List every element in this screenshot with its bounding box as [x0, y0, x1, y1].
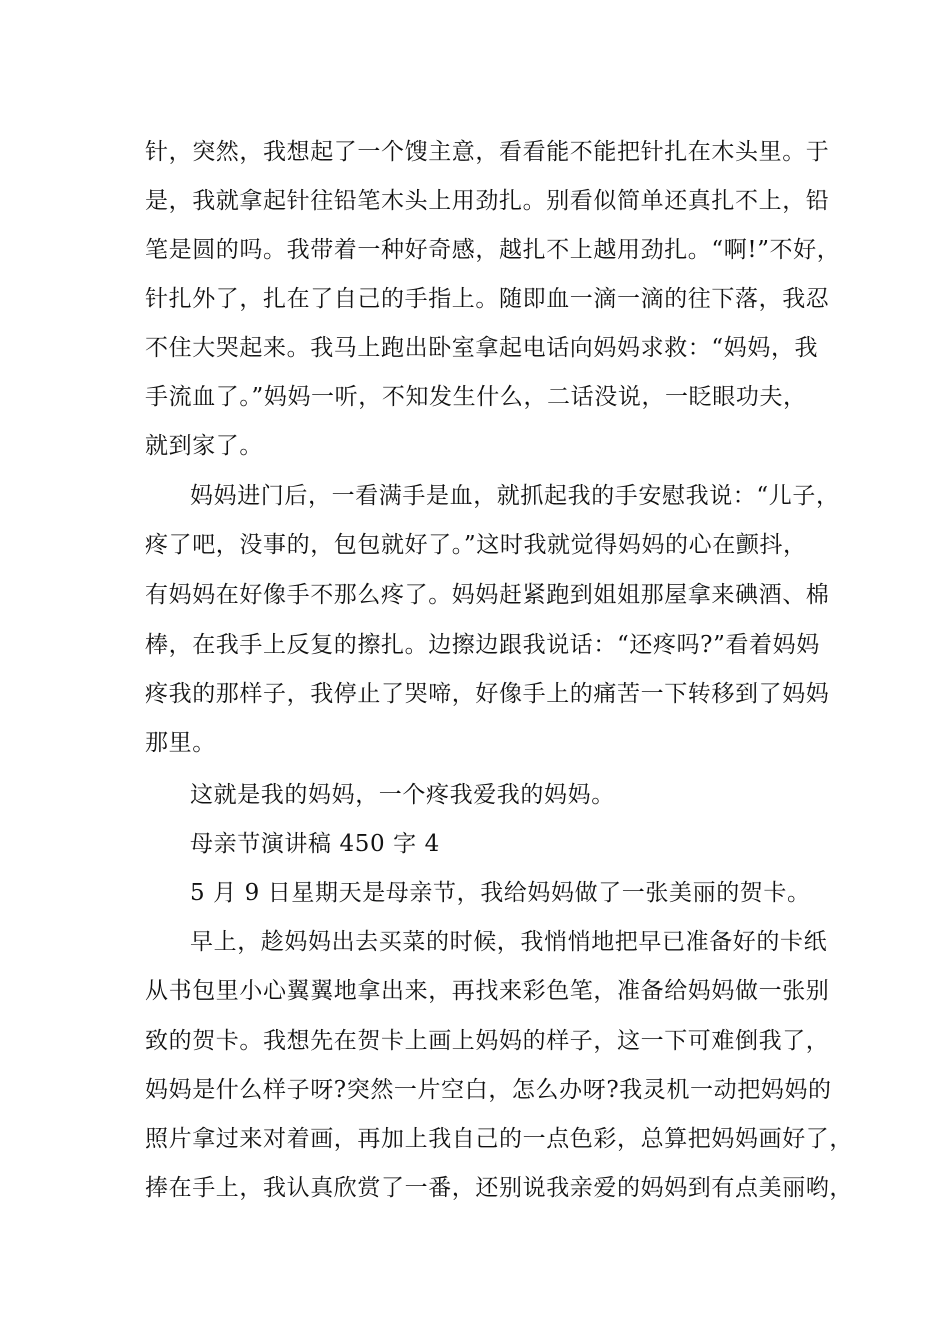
text-line: 手流血了。”妈妈一听，不知发生什么，二话没说，一眨眼功夫，	[145, 384, 807, 410]
text-line: 针，突然，我想起了一个馊主意，看看能不能把针扎在木头里。于	[145, 139, 830, 165]
text-line: 不住大哭起来。我马上跑出卧室拿起电话向妈妈求救：“妈妈，我	[145, 335, 819, 361]
paragraph-start-line: 早上，趁妈妈出去买菜的时候，我悄悄地把早已准备好的卡纸	[190, 929, 828, 955]
section-heading: 母亲节演讲稿 450 字 4	[190, 831, 440, 857]
text-line: 就到家了。	[145, 433, 263, 459]
text-line: 照片拿过来对着画，再加上我自己的一点色彩，总算把妈妈画好了，	[145, 1126, 853, 1152]
paragraph-start-line: 妈妈进门后，一看满手是血，就抓起我的手安慰我说：“儿子，	[190, 483, 840, 509]
text-line: 妈妈是什么样子呀?突然一片空白，怎么办呀?我灵机一动把妈妈的	[145, 1077, 832, 1103]
text-line: 疼我的那样子，我停止了哭啼，好像手上的痛苦一下转移到了妈妈	[145, 681, 830, 707]
text-line: 那里。	[145, 730, 216, 756]
paragraph-start-line: 这就是我的妈妈，一个疼我爱我的妈妈。	[190, 782, 615, 808]
text-line: 致的贺卡。我想先在贺卡上画上妈妈的样子，这一下可难倒我了，	[145, 1028, 830, 1054]
text-line: 棒，在我手上反复的擦扎。边擦边跟我说话：“还疼吗?”看着妈妈	[145, 632, 820, 658]
text-line: 有妈妈在好像手不那么疼了。妈妈赶紧跑到姐姐那屋拿来碘酒、棉	[145, 582, 830, 608]
text-line: 疼了吧，没事的，包包就好了。”这时我就觉得妈妈的心在颤抖，	[145, 532, 807, 558]
text-line: 从书包里小心翼翼地拿出来，再找来彩色笔，准备给妈妈做一张别	[145, 978, 830, 1004]
paragraph-start-line: 5 月 9 日星期天是母亲节，我给妈妈做了一张美丽的贺卡。	[190, 880, 811, 906]
text-line: 针扎外了，扎在了自己的手指上。随即血一滴一滴的往下落，我忍	[145, 286, 830, 312]
text-line: 是，我就拿起针往铅笔木头上用劲扎。别看似简单还真扎不上，铅	[145, 188, 830, 214]
text-line: 笔是圆的吗。我带着一种好奇感，越扎不上越用劲扎。“啊!”不好，	[145, 237, 841, 263]
text-line: 捧在手上，我认真欣赏了一番，还别说我亲爱的妈妈到有点美丽哟，	[145, 1175, 853, 1201]
